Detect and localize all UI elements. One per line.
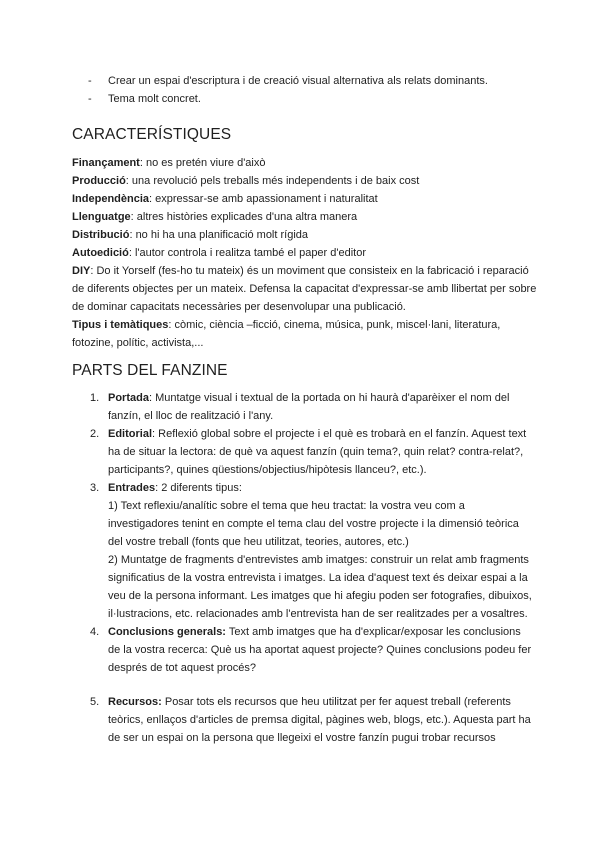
feature-term: Producció — [72, 175, 126, 187]
characteristics-heading: CARACTERÍSTIQUES — [72, 126, 232, 143]
feature-text: : expressar-se amb apassionament i naturalitat — [149, 193, 378, 205]
feature-term: Finançament — [72, 157, 140, 169]
feature-text: : altres històries explicades d'una altra manera — [130, 211, 358, 223]
feature-term: Independència — [72, 193, 150, 205]
list-number: 1. — [90, 392, 100, 404]
feature-term: Distribució — [72, 229, 130, 241]
part-term: Portada — [108, 392, 149, 404]
feature-item — [72, 208, 542, 226]
list-item — [72, 693, 534, 747]
feature-item — [72, 262, 542, 316]
list-item — [72, 479, 534, 623]
part-text: : Muntatge visual i textual de la portada on hi haurà d'aparèixer el nom del fanzín, el lloc de realització i l'any. — [108, 392, 510, 422]
bullet-marker: - — [88, 93, 92, 105]
parts-heading: PARTS DEL FANZINE — [72, 362, 228, 379]
feature-term: DIY — [72, 265, 91, 277]
feature-term: Autoedició — [72, 247, 129, 259]
parts-list — [72, 389, 534, 747]
feature-text: : no es pretén viure d'això — [139, 157, 266, 169]
list-number: 5. — [90, 696, 100, 708]
list-item — [72, 425, 534, 479]
part-text: : 2 diferents tipus: — [155, 482, 242, 494]
feature-item — [72, 190, 542, 208]
characteristics-list — [72, 154, 542, 352]
part-text: Posar tots els recursos que heu utilitzat per fer aquest treball (referents teòrics, enllaços d'articles de premsa digital, pàgines web, blogs, etc.). Aquesta part ha de ser un espai on la persona que llegeixi el vostre fanzín pugui trobar recursos — [108, 696, 531, 744]
feature-term: Tipus i temàtiques — [72, 319, 169, 331]
feature-term: Llenguatge — [72, 211, 131, 223]
feature-item — [72, 172, 542, 190]
part-subparagraph: 1) Text reflexiu/analític sobre el tema que heu tractat: la vostra veu com a investigadores tenint en compte el tema clau del vostre projecte i la dimensió teòrica del vostre treball (fonts que heu utilitzat, teories, autores, etc.) — [108, 500, 519, 548]
list-item — [72, 623, 534, 677]
part-term: Entrades — [108, 482, 156, 494]
intro-bullet-list — [88, 72, 548, 108]
part-term: Conclusions generals: — [108, 626, 226, 638]
list-number: 3. — [90, 482, 100, 494]
list-item — [88, 90, 548, 108]
part-term: Recursos: — [108, 696, 162, 708]
feature-item — [72, 244, 542, 262]
bullet-text: Tema molt concret. — [108, 93, 201, 105]
feature-text: : l'autor controla i realitza també el paper d'editor — [128, 247, 367, 259]
list-number: 4. — [90, 626, 100, 638]
part-term: Editorial — [108, 428, 153, 440]
bullet-marker: - — [88, 75, 92, 87]
bullet-text: Crear un espai d'escriptura i de creació visual alternativa als relats dominants. — [108, 75, 488, 87]
feature-item — [72, 154, 542, 172]
feature-text: : Do it Yorself (fes-ho tu mateix) és un moviment que consisteix en la fabricació i reparació de diferents objectes per un mateix. Defensa la capacitat d'expressar-se amb llibertat per sobre de dominar capacitats necessàries per desenvolupar una publicació. — [72, 265, 537, 313]
list-item — [88, 72, 548, 90]
list-item — [72, 389, 534, 425]
feature-text: : no hi ha una planificació molt rígida — [129, 229, 309, 241]
feature-text: : còmic, ciència –ficció, cinema, música, punk, miscel·lani, literatura, fotozine, polític, activista,... — [72, 319, 501, 349]
part-text: Text amb imatges que ha d'explicar/exposar les conclusions de la vostra recerca: Què us ha aportat aquest projecte? Quines conclusions podeu fer després de tot aquest procés? — [108, 626, 532, 674]
part-subparagraph: 2) Muntatge de fragments d'entrevistes amb imatges: construir un relat amb fragments significatius de la vostra entrevista i imatges. La idea d'aquest text és deixar espai a la veu de la persona informant. Les imatges que hi afegiu poden ser fotografies, dibuixos, il·lustracions, etc. relacionades amb l'entrevista han de ser realitzades per a vosaltres. — [108, 554, 532, 620]
part-text: : Reflexió global sobre el projecte i el què es trobarà en el fanzín. Aquest text ha de situar la lectora: de què va aquest fanzín (quin tema?, quin relat? contra-relat?, participants?, quines qüestions/objectius/hipòtesis llanceu?, etc.). — [108, 428, 527, 476]
list-number: 2. — [90, 428, 100, 440]
feature-text: : una revolució pels treballs més independents i de baix cost — [125, 175, 420, 187]
feature-item — [72, 316, 542, 352]
feature-item — [72, 226, 542, 244]
